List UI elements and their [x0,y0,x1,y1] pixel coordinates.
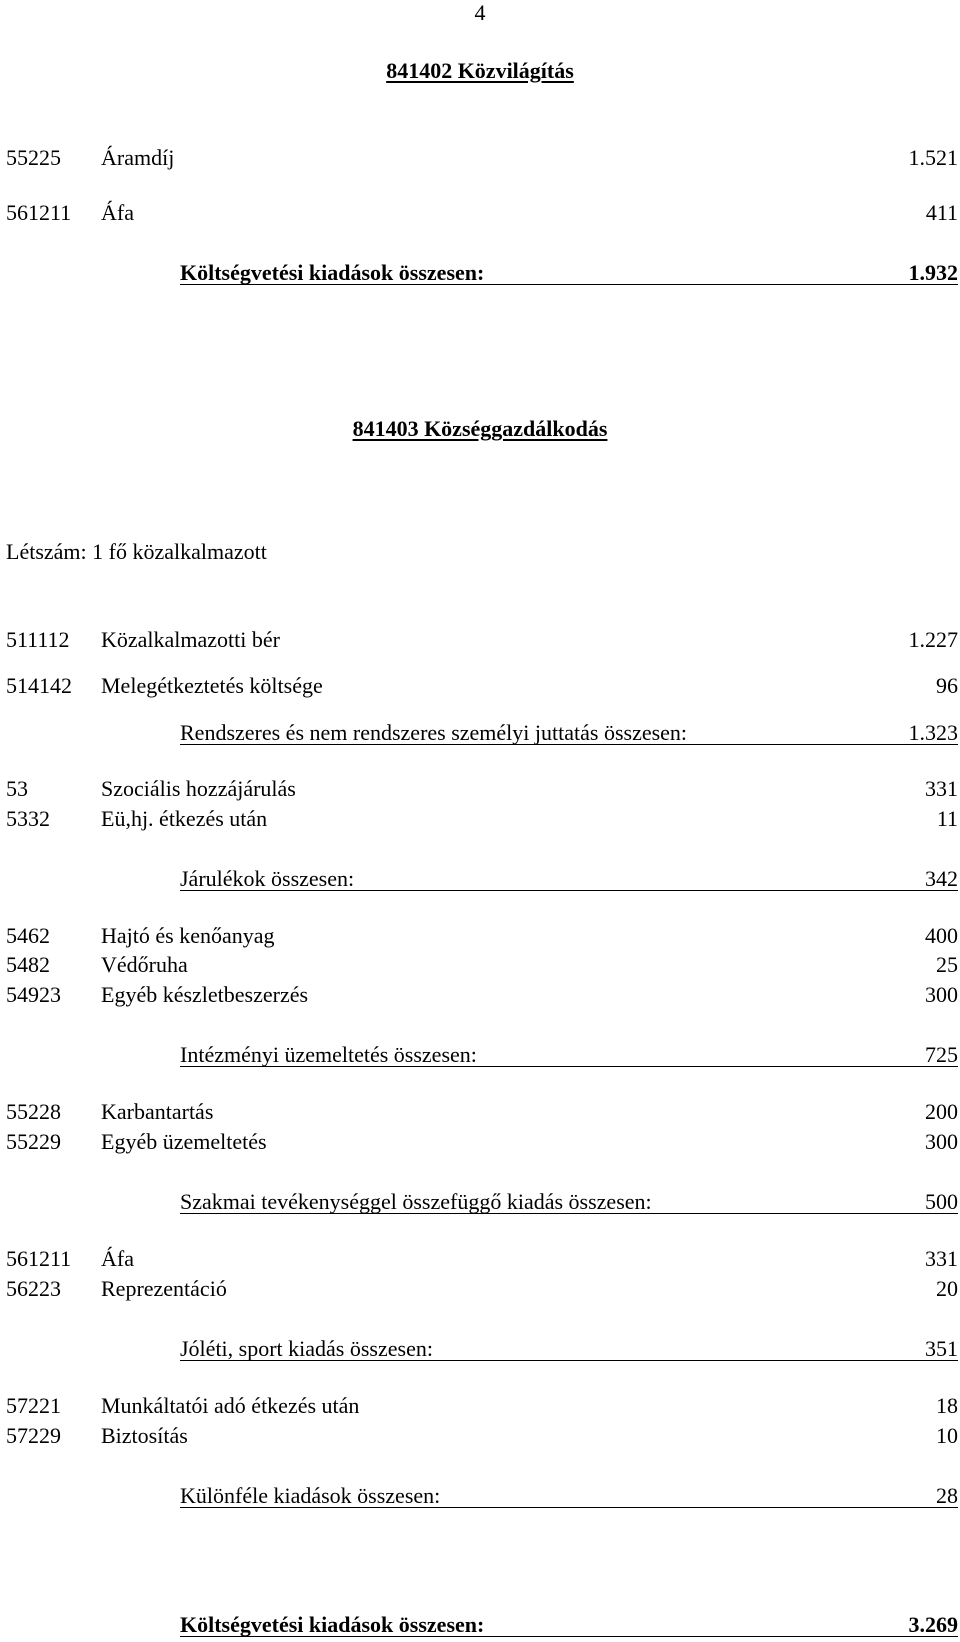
total-label: Költségvetési kiadások összesen: [180,1612,485,1637]
item-code: 561211 [6,200,72,225]
line-item [0,200,958,226]
line-item: 57221 Munkáltatói adó étkezés után 18 [6,1393,958,1418]
total-amount: 3.269 [908,1612,958,1637]
total-amount: 1.932 [908,260,958,285]
budget-total-row [180,260,958,286]
subtotal-row: Szakmai tevékenységgel összefüggő kiadás összesen: 500 [180,1189,958,1214]
staff-count: Létszám: 1 fő közalkalmazott [6,539,267,564]
item-label: Áramdíj [101,145,175,170]
line-item: 511112 Közalkalmazotti bér 1.227 [6,627,958,652]
line-item: 55228 Karbantartás 200 [6,1099,958,1124]
line-item: 56223 Reprezentáció 20 [6,1276,958,1301]
line-item [0,145,958,171]
total-label: Költségvetési kiadások összesen: [180,260,485,285]
item-code: 55225 [6,145,61,170]
line-item: 5332 Eü,hj. étkezés után 11 [6,806,958,831]
subtotal-row: Rendszeres és nem rendszeres személyi juttatás összesen: 1.323 [180,720,958,745]
line-item: 5482 Védőruha 25 [6,952,958,977]
item-amount: 411 [925,200,958,225]
line-item: 561211 Áfa 331 [6,1246,958,1271]
section-heading-kozvilagitas: 841402 Közvilágítás [386,58,574,83]
subtotal-row: Járulékok összesen: 342 [180,866,958,891]
item-label: Áfa [101,200,134,225]
line-item: 57229 Biztosítás 10 [6,1423,958,1448]
line-item: 5462 Hajtó és kenőanyag 400 [6,923,958,948]
line-item: 53 Szociális hozzájárulás 331 [6,776,958,801]
subtotal-row: Jóléti, sport kiadás összesen: 351 [180,1336,958,1361]
page-number: 4 [474,0,486,25]
line-item: 54923 Egyéb készletbeszerzés 300 [6,982,958,1007]
section-heading-kozseggazdalkodas: 841403 Községgazdálkodás [352,416,608,441]
line-item: 514142 Melegétkeztetés költsége 96 [6,673,958,698]
item-amount: 1.521 [908,145,958,170]
budget-total-row [180,1612,958,1638]
subtotal-row: Különféle kiadások összesen: 28 [180,1483,958,1508]
subtotal-row: Intézményi üzemeltetés összesen: 725 [180,1042,958,1067]
line-item: 55229 Egyéb üzemeltetés 300 [6,1129,958,1154]
